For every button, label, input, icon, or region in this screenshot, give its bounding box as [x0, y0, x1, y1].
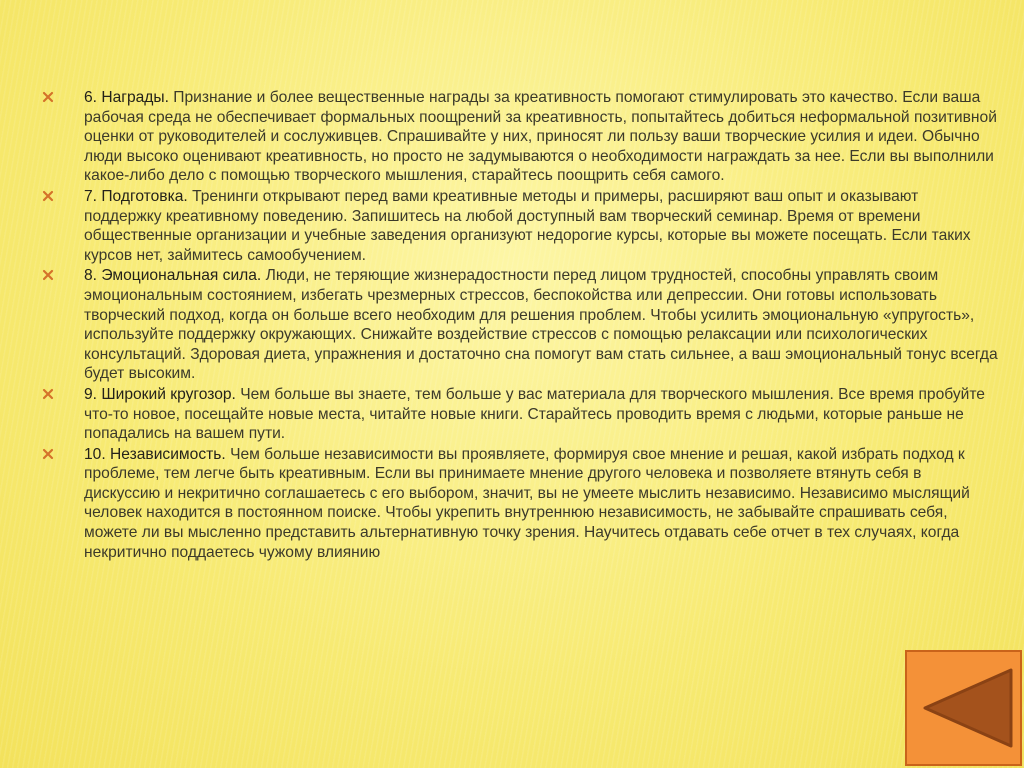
item-title: 10. Независимость. — [84, 445, 226, 463]
x-bullet-icon — [42, 388, 54, 400]
x-bullet-icon — [42, 269, 54, 281]
item-title: 7. Подготовка. — [84, 187, 188, 205]
bullet-list — [40, 88, 1000, 563]
item-title: 6. Награды. — [84, 89, 169, 106]
item-text: Тренинги открывают перед вами креативные методы и примеры, расширяют ваш опыт и оказывают поддержку креативному поведению. Запишитесь на любой доступный вам творческий семинар. Время от времени общественные организации и учебные заведения организуют недорогие курсы, которые вы можете посещать. Если таких курсов нет, займитесь самообучением. — [84, 187, 971, 264]
list-item — [40, 266, 1000, 384]
list-item — [40, 385, 1000, 444]
item-text: Признание и более вещественные награды за креативность помогают стимулировать это качество. Если ваша рабочая среда не обеспечивает формальных поощрений за креативность, попытайтесь добиться неформальной позитивной оценки от руководителей и сослуживцев. Спрашивайте у них, приносят ли пользу ваши творческие усилия и идеи. Обычно люди высоко оценивают креативность, но просто не задумываются о необходимости награждать за нее. Если вы выполнили какое-либо дело с помощью творческого мышления, старайтесь поощрить себя самого. — [84, 89, 997, 185]
back-button[interactable] — [905, 650, 1022, 766]
list-item — [40, 88, 1000, 186]
item-text: Чем больше вы знаете, тем больше у вас материала для творческого мышления. Все время пробуйте что-то новое, посещайте новые места, читайте новые книги. Старайтесь проводить время с людьми, которые раньше не попадались на вашем пути. — [84, 385, 985, 443]
x-bullet-icon — [42, 190, 54, 202]
item-text: Люди, не теряющие жизнерадостности перед лицом трудностей, способны управлять своим эмоциональным состоянием, избегать чрезмерных стрессов, беспокойства или депрессии. Они готовы использовать творческий подход, когда он больше всего необходим для решения проблем. Чтобы усилить эмоциональную «упругость», используйте поддержку окружающих. Снижайте воздействие стрессов с помощью релаксации или психологических консультаций. Здоровая диета, упражнения и достаточно сна помогут вам стать сильнее, а ваш эмоциональный тонус всегда будет высоким. — [84, 267, 998, 383]
x-bullet-icon — [42, 448, 54, 460]
list-item — [40, 187, 1000, 265]
item-title: 9. Широкий кругозор. — [84, 385, 236, 403]
item-title: 8. Эмоциональная сила. — [84, 267, 262, 285]
back-triangle-icon — [907, 652, 1020, 764]
x-bullet-icon — [42, 91, 54, 103]
list-item — [40, 445, 1000, 563]
item-text: Чем больше независимости вы проявляете, формируя свое мнение и решая, какой избрать подход к проблеме, тем легче быть креативным. Если вы принимаете мнение другого человека и позволяете втянуть себя в дискуссию и некритично соглашаетесь с его выбором, значит, вы не умеете мыслить независимо. Независимо мыслящий человек находится в постоянном поиске. Чтобы укрепить внутреннюю независимость, не забывайте спрашивать себя, можете ли вы мысленно представить альтернативную точку зрения. Научитесь отдавать себе отчет в тех случаях, когда некритично поддаетесь чужому влиянию — [84, 445, 970, 561]
